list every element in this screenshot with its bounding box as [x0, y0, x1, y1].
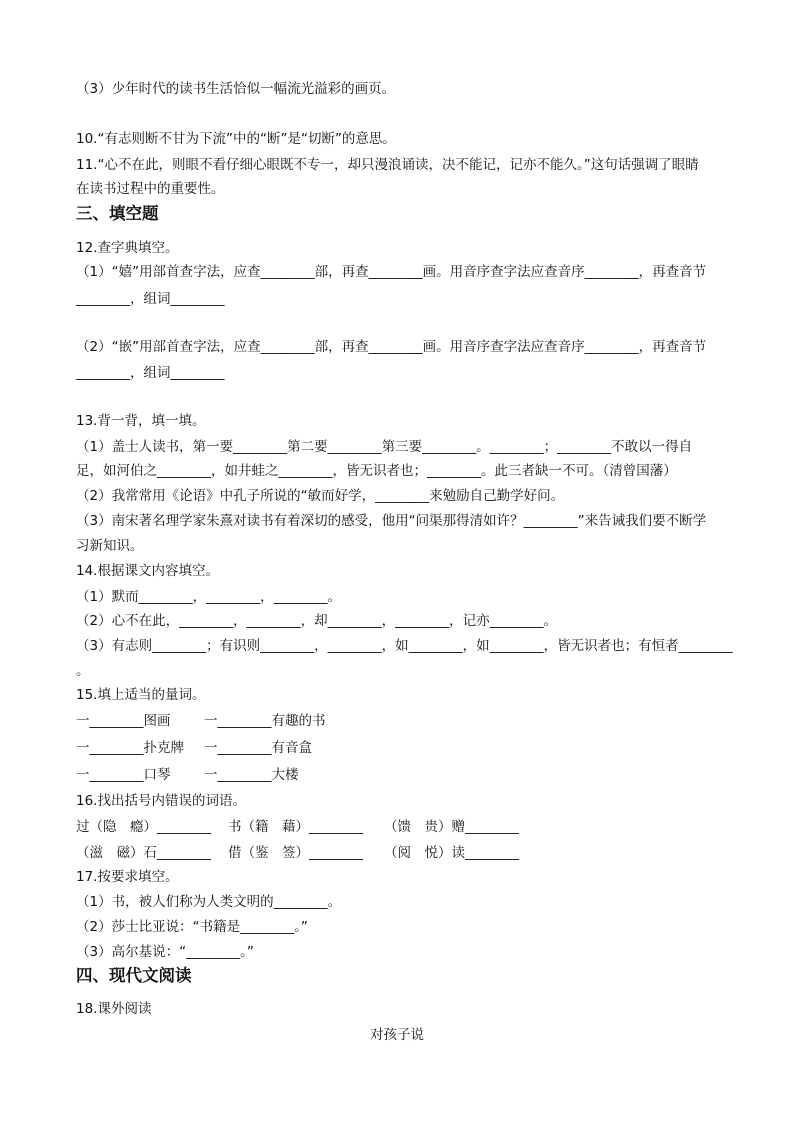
question-15-item: 一________有趣的书: [204, 713, 326, 729]
question-14-2: （2）心不在此，________，________，却________，________，记亦________。: [76, 613, 558, 629]
passage-title: 对孩子说: [370, 1027, 424, 1043]
question-15-title: 15.填上适当的量词。: [76, 687, 206, 703]
question-12-1-line2: ________，组词________: [76, 291, 225, 307]
question-12-2-line1: （2）“嵌”用部首查字法，应查________部，再查________画。用音序查字法应查音序________，再查音节: [76, 339, 707, 355]
question-15-item: 一________大楼: [204, 767, 299, 783]
question-17-2: （2）莎士比亚说：“书籍是________。”: [76, 919, 308, 935]
question-14-title: 14.根据课文内容填空。: [76, 563, 219, 579]
question-9-3: （3）少年时代的读书生活恰似一幅流光溢彩的画页。: [76, 81, 396, 97]
question-16-item: （滋 磁）石________: [76, 845, 211, 861]
question-17-3: （3）高尔基说：“________。”: [76, 944, 254, 960]
question-10: 10.“有志则断不甘为下流”中的“断”是“切断”的意思。: [76, 131, 396, 147]
question-12-title: 12.查字典填空。: [76, 240, 179, 256]
question-18-title: 18.课外阅读: [76, 1001, 152, 1017]
question-13-3-line1: （3）南宋著名理学家朱熹对读书有着深切的感受，他用“问渠那得清如许？________”来告诫我们要不断学: [76, 513, 707, 529]
question-13-title: 13.背一背，填一填。: [76, 413, 206, 429]
question-11-line1: 11.“心不在此，则眼不看仔细心眼既不专一，却只漫浪诵读，决不能记，记亦不能久。”这句话强调了眼睛: [76, 157, 699, 173]
question-12-1-line1: （1）“嬉”用部首查字法，应查________部，再查________画。用音序查字法应查音序________，再查音节: [76, 264, 707, 280]
question-16-item: （馈 贵）赠________: [384, 819, 519, 835]
question-15-item: 一________扑克牌: [76, 740, 184, 756]
question-16-item: （阅 悦）读________: [384, 845, 519, 861]
section-3-title: 三、填空题: [76, 204, 159, 223]
question-16-title: 16.找出括号内错误的词语。: [76, 793, 246, 809]
question-17-title: 17.按要求填空。: [76, 869, 179, 885]
question-15-item: 一________口琴: [76, 767, 171, 783]
question-11-line2: 在读书过程中的重要性。: [76, 181, 225, 197]
question-16-item: 过（隐 瘾）________: [76, 819, 211, 835]
section-4-title: 四、现代文阅读: [76, 966, 192, 985]
question-13-2: （2）我常常用《论语》中孔子所说的“敏而好学，________来勉励自己勤学好问。: [76, 488, 565, 504]
question-13-3-line2: 习新知识。: [76, 538, 144, 554]
question-17-1: （1）书，被人们称为人类文明的________。: [76, 894, 342, 910]
question-15-item: 一________有音盒: [204, 740, 312, 756]
question-15-item: 一________图画: [76, 713, 171, 729]
question-16-item: 书（籍 藉）________: [228, 819, 363, 835]
question-13-1-line2: 足，如河伯之________，如井蛙之________，皆无识者也；________。此三者缺一不可。（清曾国藩）: [76, 463, 677, 479]
question-14-3-line2: 。: [76, 663, 90, 679]
question-12-2-line2: ________，组词________: [76, 365, 225, 381]
question-14-3-line1: （3）有志则________；有识则________，________，如________，如________，皆无识者也；有恒者________: [76, 638, 733, 654]
question-16-item: 借（鉴 签）________: [228, 845, 363, 861]
question-13-1-line1: （1）盖士人读书，第一要________第二要________第三要________。________；________不敢以一得自: [76, 439, 693, 455]
question-14-1: （1）默而________，________，________。: [76, 589, 342, 605]
